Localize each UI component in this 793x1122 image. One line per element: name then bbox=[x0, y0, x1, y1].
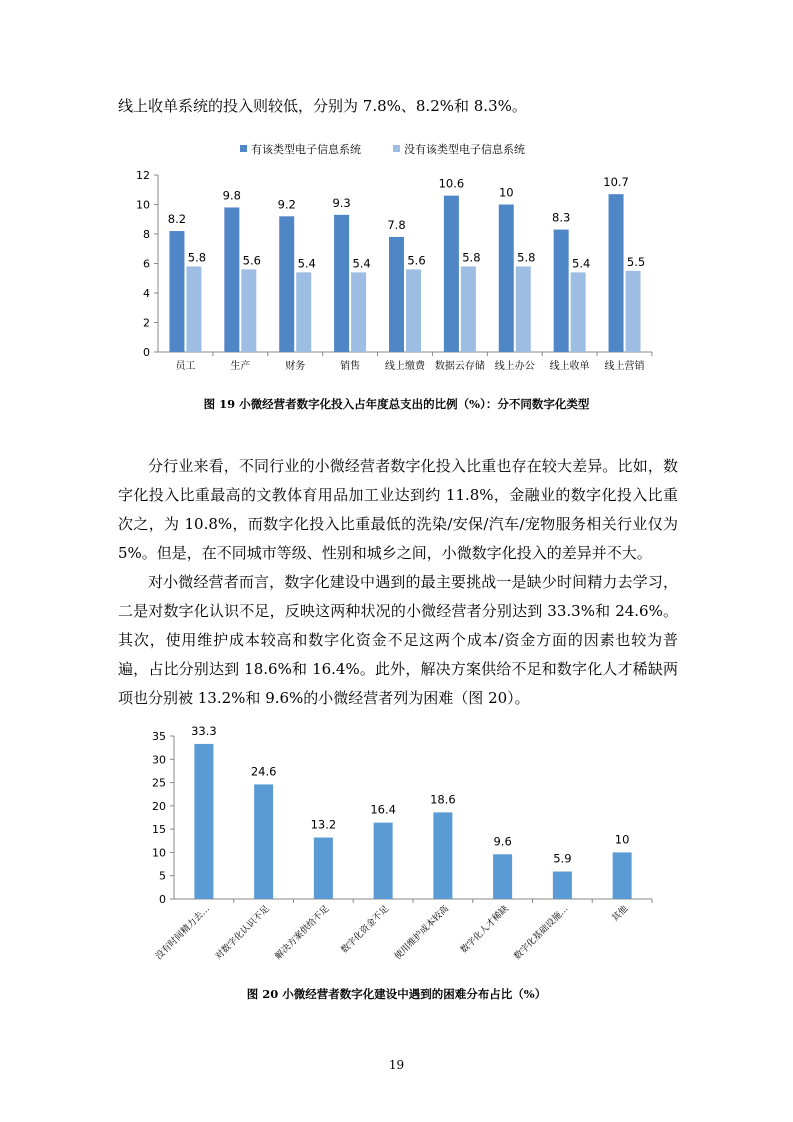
x-category-label: 线上营销 bbox=[604, 361, 645, 372]
data-label: 5.8 bbox=[517, 250, 536, 265]
data-label: 10 bbox=[498, 185, 514, 200]
data-label: 5.9 bbox=[553, 851, 572, 866]
x-category-label: 生产 bbox=[230, 361, 251, 372]
x-category-label: 数据云存储 bbox=[434, 361, 485, 372]
data-label: 13.2 bbox=[310, 817, 337, 832]
y-tick-label: 5 bbox=[159, 869, 166, 883]
data-label: 5.6 bbox=[407, 253, 426, 268]
bar-with-system bbox=[224, 207, 239, 352]
bar-with-system bbox=[169, 231, 184, 352]
bar-with-system bbox=[279, 216, 294, 352]
bar-without-system bbox=[351, 272, 366, 352]
y-tick-label: 30 bbox=[152, 753, 166, 767]
data-label: 10.6 bbox=[438, 176, 465, 191]
bar-without-system bbox=[186, 266, 201, 352]
intro-line: 线上收单系统的投入则较低，分别为 7.8%、8.2%和 8.3%。 bbox=[118, 97, 527, 115]
y-tick-label: 2 bbox=[143, 316, 150, 330]
y-tick-label: 15 bbox=[152, 823, 166, 837]
y-tick-label: 6 bbox=[143, 257, 150, 271]
y-tick-label: 25 bbox=[152, 776, 166, 790]
bar-with-system bbox=[389, 237, 404, 352]
x-category-label: 线上缴费 bbox=[385, 361, 425, 372]
x-category-label: 员工 bbox=[175, 361, 196, 372]
y-tick-label: 0 bbox=[159, 893, 166, 906]
bar-without-system bbox=[241, 269, 256, 352]
x-category-label: 数字化资金不足 bbox=[339, 904, 392, 956]
bar-without-system bbox=[461, 266, 476, 352]
paragraph-industry: 分行业来看，不同行业的小微经营者数字化投入比重也存在较大差异。比如，数字化投入比重最高的文教体育用品加工业达到约 11.8%，金融业的数字化投入比重次之，为 10.8%，而数字化投入比重最低的洗染/安保/汽车/宠物服务相关行业仅为 5%。但是，在不同城市等级、性别和城乡之间，小微数字化投入的差异并不大。 bbox=[118, 457, 678, 562]
paragraph-challenges: 对小微经营者而言，数字化建设中遇到的最主要挑战一是缺少时间精力去学习，二是对数字化认识不足，反映这两种状况的小微经营者分别达到 33.3%和 24.6%。其次，使用维护成本较高和数字化资金不足这两个成本/资金方面的因素也较为普遍，占比分别达到 18.6%和 16.4%。此外，解决方案供给不足和数字化人才稀缺两项也分别被 13.2%和 9.6%的小微经营者列为困难（图 20）。 bbox=[118, 573, 678, 707]
y-tick-label: 12 bbox=[136, 169, 150, 182]
x-category-label: 没有时间精力去… bbox=[154, 904, 212, 963]
data-label: 9.8 bbox=[222, 188, 241, 203]
x-category-label: 解决方案供给不足 bbox=[273, 904, 332, 963]
bar-with-system bbox=[609, 194, 624, 352]
x-category-label: 对数字化认识不足 bbox=[213, 904, 272, 963]
data-label: 7.8 bbox=[387, 217, 406, 232]
data-label: 10 bbox=[614, 832, 630, 847]
bar-without-system bbox=[626, 271, 641, 352]
data-label: 9.2 bbox=[277, 197, 296, 212]
bar-with-system bbox=[499, 205, 514, 353]
x-category-label: 数字化人才稀缺 bbox=[459, 904, 511, 956]
bar-with-system bbox=[444, 196, 459, 352]
data-label: 5.4 bbox=[352, 256, 371, 271]
y-tick-label: 35 bbox=[152, 730, 166, 743]
data-label: 10.7 bbox=[603, 175, 629, 190]
bar-with-system bbox=[334, 215, 349, 352]
y-tick-label: 10 bbox=[152, 846, 166, 860]
data-label: 5.6 bbox=[242, 253, 261, 268]
data-label: 5.8 bbox=[462, 250, 481, 265]
data-label: 9.6 bbox=[493, 834, 512, 849]
legend-swatch-2 bbox=[393, 145, 400, 152]
y-tick-label: 4 bbox=[143, 287, 150, 300]
data-label: 33.3 bbox=[191, 723, 217, 738]
y-tick-label: 20 bbox=[152, 799, 166, 813]
legend-label-2: 没有该类型电子信息系统 bbox=[404, 143, 525, 156]
x-category-label: 其他 bbox=[610, 904, 631, 924]
bar-without-system bbox=[516, 266, 531, 352]
x-category-label: 使用维护成本较高 bbox=[393, 904, 451, 963]
figure-19-caption: 图 19 小微经营者数字化投入占年度总支出的比例（%）：分不同数字化类型 bbox=[203, 397, 590, 411]
data-label: 8.2 bbox=[167, 212, 187, 227]
data-label: 24.6 bbox=[250, 764, 277, 779]
x-category-label: 线上收单 bbox=[549, 361, 590, 372]
y-tick-label: 0 bbox=[143, 346, 150, 359]
x-category-label: 销售 bbox=[340, 361, 361, 372]
data-label: 16.4 bbox=[370, 802, 396, 817]
data-label: 5.4 bbox=[572, 256, 591, 271]
figure-20-caption: 图 20 小微经营者数字化建设中遇到的困难分布占比（%） bbox=[246, 987, 547, 1001]
data-label: 18.6 bbox=[430, 792, 456, 807]
bar-without-system bbox=[296, 272, 311, 352]
data-label: 5.5 bbox=[626, 254, 646, 269]
data-label: 5.8 bbox=[187, 250, 207, 265]
data-label: 8.3 bbox=[552, 210, 571, 225]
data-label: 5.4 bbox=[297, 256, 316, 271]
x-category-label: 数字化基础设施… bbox=[512, 904, 571, 963]
data-label: 9.3 bbox=[332, 195, 351, 210]
y-tick-label: 10 bbox=[136, 198, 150, 212]
x-category-label: 财务 bbox=[285, 361, 306, 372]
legend-label-1: 有该类型电子信息系统 bbox=[251, 143, 361, 156]
x-category-label: 线上办公 bbox=[494, 361, 535, 372]
bar-without-system bbox=[406, 269, 421, 352]
bar-with-system bbox=[554, 230, 569, 352]
y-tick-label: 8 bbox=[143, 228, 150, 241]
legend-swatch-1 bbox=[240, 145, 247, 152]
bar-without-system bbox=[571, 272, 586, 352]
page-number: 19 bbox=[388, 1058, 405, 1072]
